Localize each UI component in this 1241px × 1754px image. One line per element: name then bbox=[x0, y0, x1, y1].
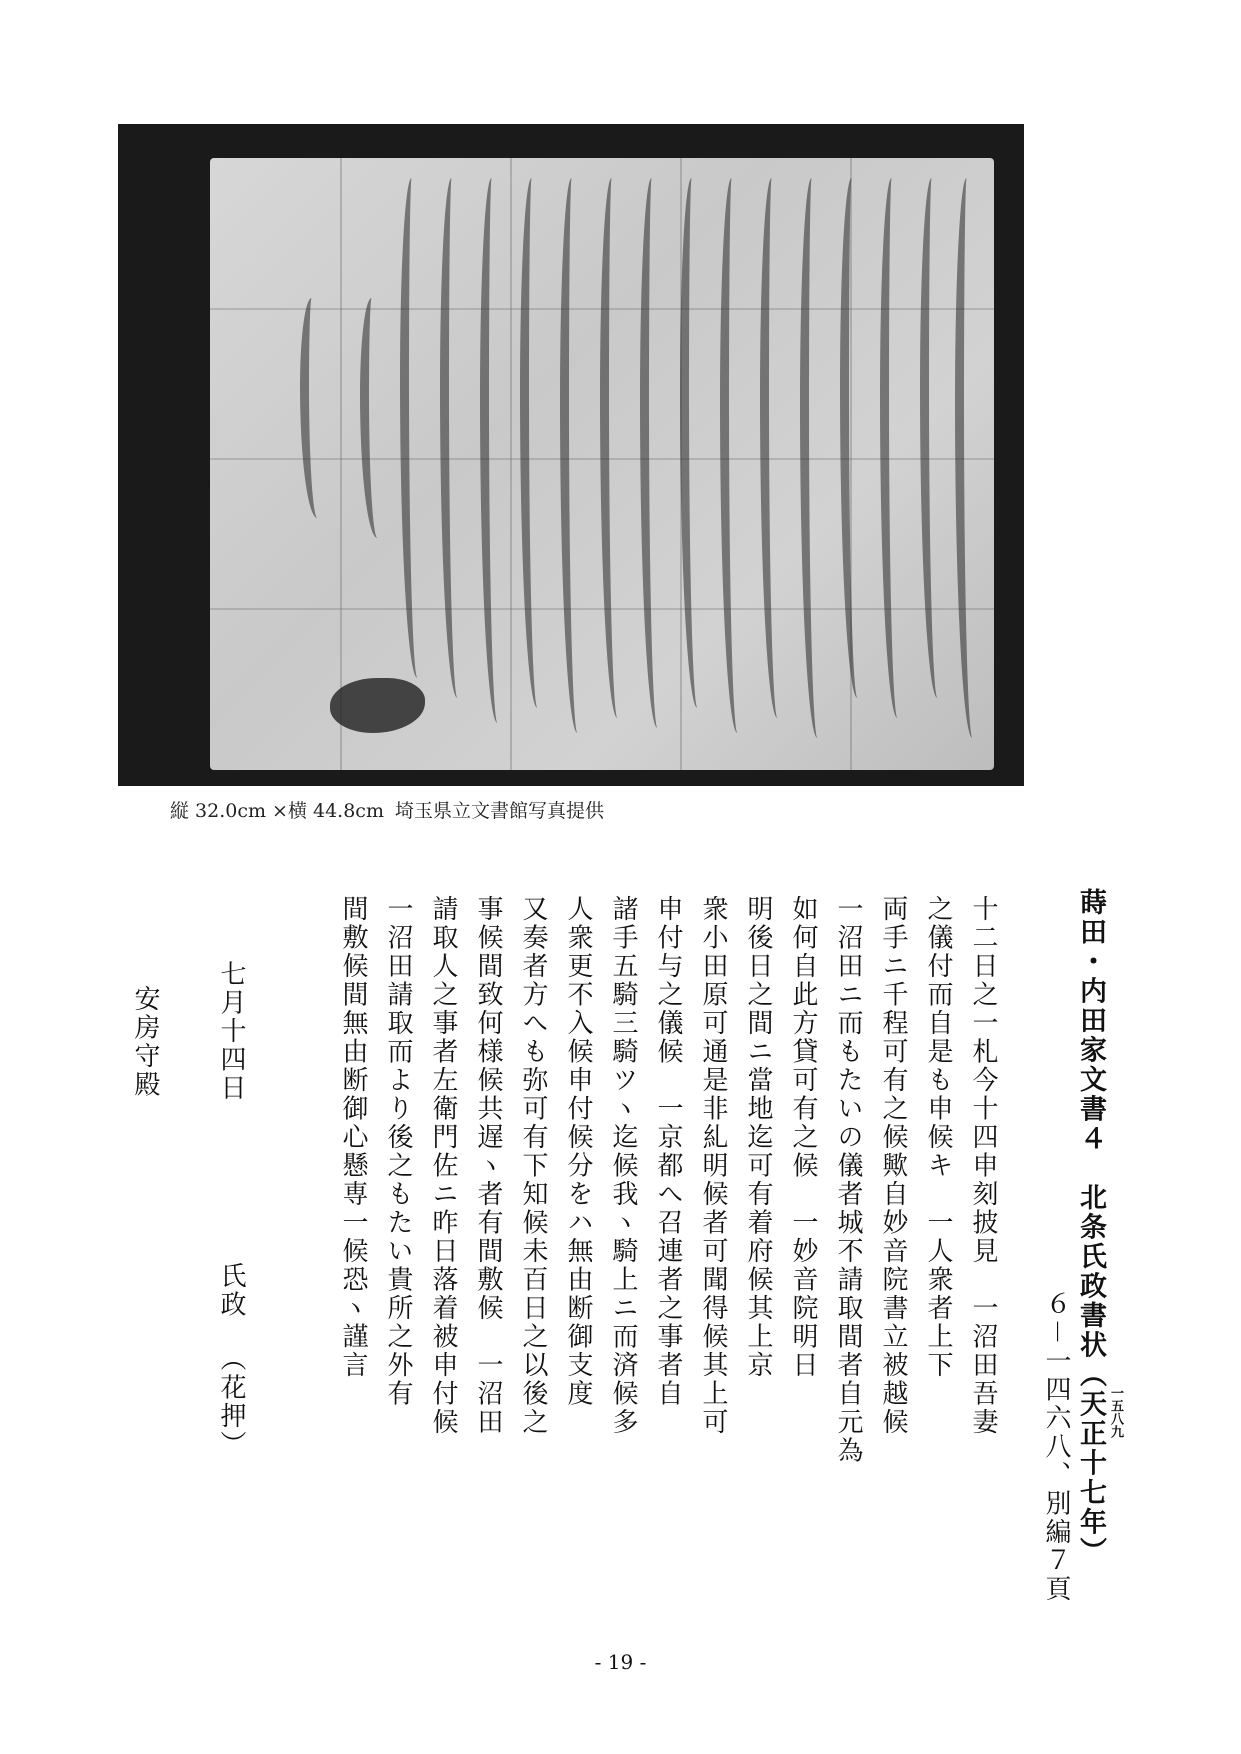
body-line-12: 事候間致何様候共遅ヽ者有間敷候 一沼田 bbox=[473, 895, 503, 1437]
kao-signature-mark bbox=[330, 678, 425, 733]
body-line-10: 人衆更不入候申付候分をハ無由断御支度 bbox=[563, 895, 593, 1408]
photo-size-caption: 縦 32.0cm ×横 44.8cm bbox=[170, 800, 384, 822]
letter-signer: 氏政 bbox=[216, 1262, 246, 1319]
document-title: 蒔田・内田家文書４ 北条氏政書状（天正 一五八九 十七年） bbox=[1075, 888, 1123, 1567]
document-photo bbox=[118, 124, 1024, 786]
body-line-3: 両手ニ千程可有之候歟自妙音院書立被越候 bbox=[878, 895, 908, 1437]
body-line-1: 十二日之一札今十四申刻披見 一沼田吾妻 bbox=[968, 895, 998, 1437]
body-line-4: 一沼田ニ而もたいの儀者城不請取間者自元為 bbox=[833, 895, 863, 1465]
body-line-15: 間敷候間無由断御心懸専一候恐ヽ謹言 bbox=[338, 895, 368, 1380]
body-line-5: 如何自此方貸可有之候 一妙音院明日 bbox=[788, 895, 818, 1380]
body-line-8: 申付与之儀候 一京都へ召連者之事者自 bbox=[653, 895, 683, 1408]
body-line-11: 又奏者方へも弥可有下知候未百日之以後之 bbox=[518, 895, 548, 1437]
body-line-6: 明後日之間ニ當地迄可有着府候其上京 bbox=[743, 895, 773, 1380]
letter-date: 七月十四日 bbox=[216, 960, 246, 1103]
body-line-9: 諸手五騎三騎ツヽ迄候我ヽ騎上ニ而済候多 bbox=[608, 895, 638, 1437]
letter-kao: （花押） bbox=[216, 1345, 246, 1459]
body-line-2: 之儀付而自是も申候キ 一人衆者上下 bbox=[923, 895, 953, 1380]
photo-credit-caption: 埼玉県立文書館写真提供 bbox=[395, 800, 605, 822]
letter-addressee: 安房守殿 bbox=[130, 985, 160, 1099]
body-line-13: 請取人之事者左衛門佐ニ昨日落着被申付候 bbox=[428, 895, 458, 1437]
title-text: 蒔田・内田家文書４ 北条氏政書状 bbox=[1075, 888, 1106, 1360]
body-line-14: 一沼田請取而より後之もたい貴所之外有 bbox=[383, 895, 413, 1408]
year-ruby: 一五八九 bbox=[1108, 1386, 1123, 1438]
body-line-7: 衆小田原可通是非糺明候者可聞得候其上可 bbox=[698, 895, 728, 1437]
page-number: - 19 - bbox=[594, 1650, 647, 1674]
letter-paper bbox=[210, 158, 994, 770]
document-reference: ６－一四六八、別編７頁 bbox=[1041, 1290, 1071, 1604]
